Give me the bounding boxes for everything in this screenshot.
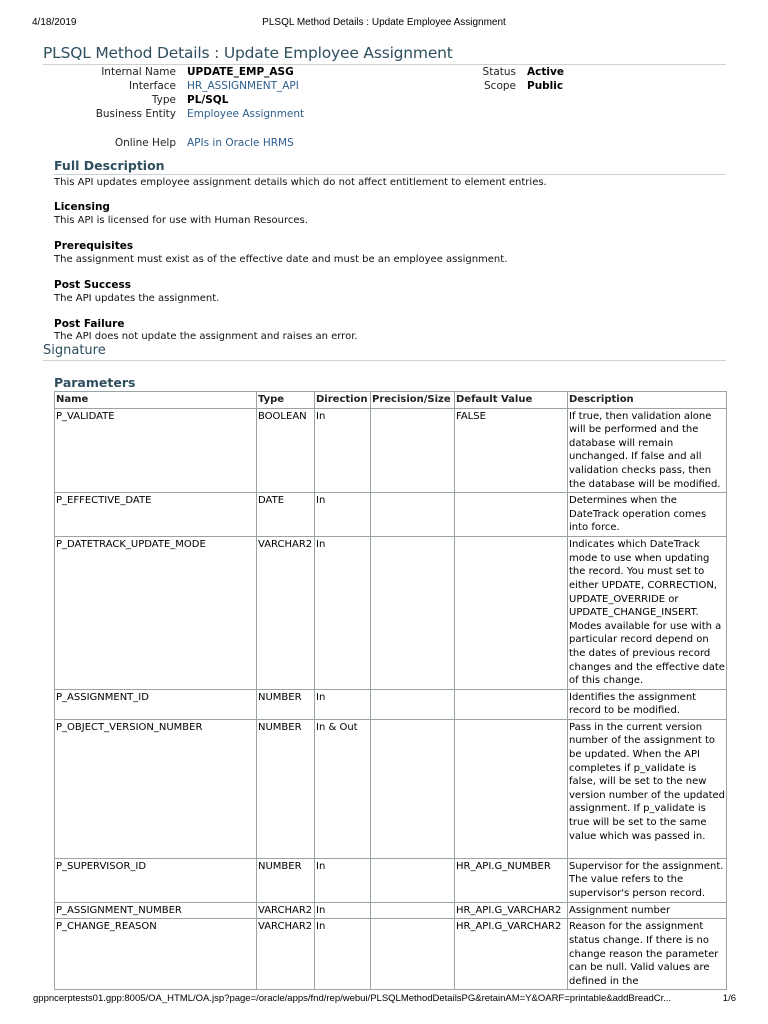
business-entity-link[interactable]: Employee Assignment bbox=[187, 108, 305, 120]
param-type: VARCHAR2 bbox=[257, 919, 315, 990]
type-label: Type bbox=[151, 94, 176, 106]
table-row bbox=[55, 689, 727, 719]
param-description: Supervisor for the assignment. The value refers to the supervisor's person record. bbox=[568, 858, 727, 902]
interface-link[interactable]: HR_ASSIGNMENT_API bbox=[187, 80, 299, 92]
param-precision bbox=[371, 537, 455, 690]
post-success-text: The API updates the assignment. bbox=[54, 293, 220, 304]
licensing-heading: Licensing bbox=[54, 201, 110, 213]
param-default bbox=[455, 689, 568, 719]
param-precision bbox=[371, 919, 455, 990]
interface-label: Interface bbox=[128, 80, 176, 92]
param-name: P_ASSIGNMENT_ID bbox=[55, 689, 257, 719]
param-direction: In bbox=[315, 537, 371, 690]
param-description: Identifies the assignment record to be modified. bbox=[568, 689, 727, 719]
post-success-heading: Post Success bbox=[54, 279, 131, 291]
param-default: HR_API.G_VARCHAR2 bbox=[455, 919, 568, 990]
param-description: If true, then validation alone will be performed and the database will remain unchanged. If false and all validation checks pass, then the database will be modified. bbox=[568, 408, 727, 493]
type-value: PL/SQL bbox=[187, 94, 229, 106]
print-header bbox=[0, 17, 768, 31]
licensing-text: This API is licensed for use with Human Resources. bbox=[54, 215, 308, 226]
prerequisites-text: The assignment must exist as of the effective date and must be an employee assignment. bbox=[54, 254, 508, 265]
param-direction: In bbox=[315, 408, 371, 493]
param-precision bbox=[371, 689, 455, 719]
signature-heading: Signature bbox=[43, 343, 106, 358]
param-description: Assignment number bbox=[568, 902, 727, 919]
full-description-text: This API updates employee assignment details which do not affect entitlement to element entries. bbox=[54, 177, 547, 188]
param-type: NUMBER bbox=[257, 689, 315, 719]
print-url: gppncerptests01.gpp:8005/OA_HTML/OA.jsp?page=/oracle/apps/fnd/rep/webui/PLSQLMethodDetailsPG&retainAM=Y&OARF=printable&addBreadCr... bbox=[33, 993, 672, 1004]
column-header-description: Description bbox=[568, 392, 727, 409]
online-help-label: Online Help bbox=[114, 137, 176, 149]
param-precision bbox=[371, 858, 455, 902]
param-default: HR_API.G_VARCHAR2 bbox=[455, 902, 568, 919]
param-direction: In bbox=[315, 902, 371, 919]
param-name: P_DATETRACK_UPDATE_MODE bbox=[55, 537, 257, 690]
param-default bbox=[455, 537, 568, 690]
scope-label: Scope bbox=[484, 80, 516, 92]
param-default bbox=[455, 719, 568, 858]
param-name: P_OBJECT_VERSION_NUMBER bbox=[55, 719, 257, 858]
param-direction: In bbox=[315, 689, 371, 719]
param-type: BOOLEAN bbox=[257, 408, 315, 493]
title-divider bbox=[43, 64, 726, 65]
table-row bbox=[55, 408, 727, 493]
internal-name-label: Internal Name bbox=[101, 66, 176, 78]
param-default: FALSE bbox=[455, 408, 568, 493]
status-value: Active bbox=[527, 66, 564, 78]
table-row bbox=[55, 493, 727, 537]
param-type: NUMBER bbox=[257, 858, 315, 902]
post-failure-heading: Post Failure bbox=[54, 318, 125, 330]
param-direction: In & Out bbox=[315, 719, 371, 858]
parameters-table bbox=[54, 391, 727, 990]
param-description: Pass in the current version number of the assignment to be updated. When the API completes if p_validate is false, will be set to the new version number of the updated assignment. If p_validate is true will be set to the same value which was passed in. bbox=[568, 719, 727, 858]
param-name: P_CHANGE_REASON bbox=[55, 919, 257, 990]
business-entity-label: Business Entity bbox=[95, 108, 176, 120]
table-row bbox=[55, 919, 727, 990]
param-type: NUMBER bbox=[257, 719, 315, 858]
column-header-name: Name bbox=[55, 392, 257, 409]
status-label: Status bbox=[482, 66, 516, 78]
table-row bbox=[55, 858, 727, 902]
online-help-link[interactable]: APIs in Oracle HRMS bbox=[187, 137, 294, 149]
full-description-divider bbox=[54, 174, 726, 175]
param-name: P_ASSIGNMENT_NUMBER bbox=[55, 902, 257, 919]
param-direction: In bbox=[315, 858, 371, 902]
param-direction: In bbox=[315, 919, 371, 990]
column-header-direction: Direction bbox=[315, 392, 371, 409]
parameters-heading: Parameters bbox=[54, 375, 136, 390]
param-name: P_VALIDATE bbox=[55, 408, 257, 493]
scope-value: Public bbox=[527, 80, 564, 92]
full-description-heading: Full Description bbox=[54, 158, 165, 173]
param-type: VARCHAR2 bbox=[257, 537, 315, 690]
param-description: Determines when the DateTrack operation comes into force. bbox=[568, 493, 727, 537]
page-number: 1/6 bbox=[722, 993, 736, 1004]
internal-name-value: UPDATE_EMP_ASG bbox=[187, 66, 294, 78]
table-row bbox=[55, 719, 727, 858]
param-precision bbox=[371, 493, 455, 537]
table-row bbox=[55, 537, 727, 690]
print-date: 4/18/2019 bbox=[32, 17, 77, 28]
param-description: Indicates which DateTrack mode to use when updating the record. You must set to either UPDATE, CORRECTION, UPDATE_OVERRIDE or UPDATE_CHANGE_INSERT. Modes available for use with a particular record depend on the dates of previous record changes and the effective date of this change. bbox=[568, 537, 727, 690]
param-name: P_EFFECTIVE_DATE bbox=[55, 493, 257, 537]
param-type: DATE bbox=[257, 493, 315, 537]
param-description: Reason for the assignment status change. If there is no change reason the parameter can be null. Valid values are defined in the bbox=[568, 919, 727, 990]
param-default bbox=[455, 493, 568, 537]
param-default: HR_API.G_NUMBER bbox=[455, 858, 568, 902]
print-title: PLSQL Method Details : Update Employee Assignment bbox=[262, 17, 506, 28]
column-header-type: Type bbox=[257, 392, 315, 409]
param-precision bbox=[371, 902, 455, 919]
signature-divider bbox=[43, 360, 726, 361]
column-header-precision: Precision/Size bbox=[371, 392, 455, 409]
prerequisites-heading: Prerequisites bbox=[54, 240, 134, 252]
page-title: PLSQL Method Details : Update Employee Assignment bbox=[43, 44, 453, 62]
param-precision bbox=[371, 408, 455, 493]
table-row bbox=[55, 902, 727, 919]
param-precision bbox=[371, 719, 455, 858]
param-name: P_SUPERVISOR_ID bbox=[55, 858, 257, 902]
table-header-row bbox=[55, 392, 727, 409]
param-type: VARCHAR2 bbox=[257, 902, 315, 919]
param-direction: In bbox=[315, 493, 371, 537]
column-header-default: Default Value bbox=[455, 392, 568, 409]
post-failure-text: The API does not update the assignment and raises an error. bbox=[54, 331, 358, 342]
